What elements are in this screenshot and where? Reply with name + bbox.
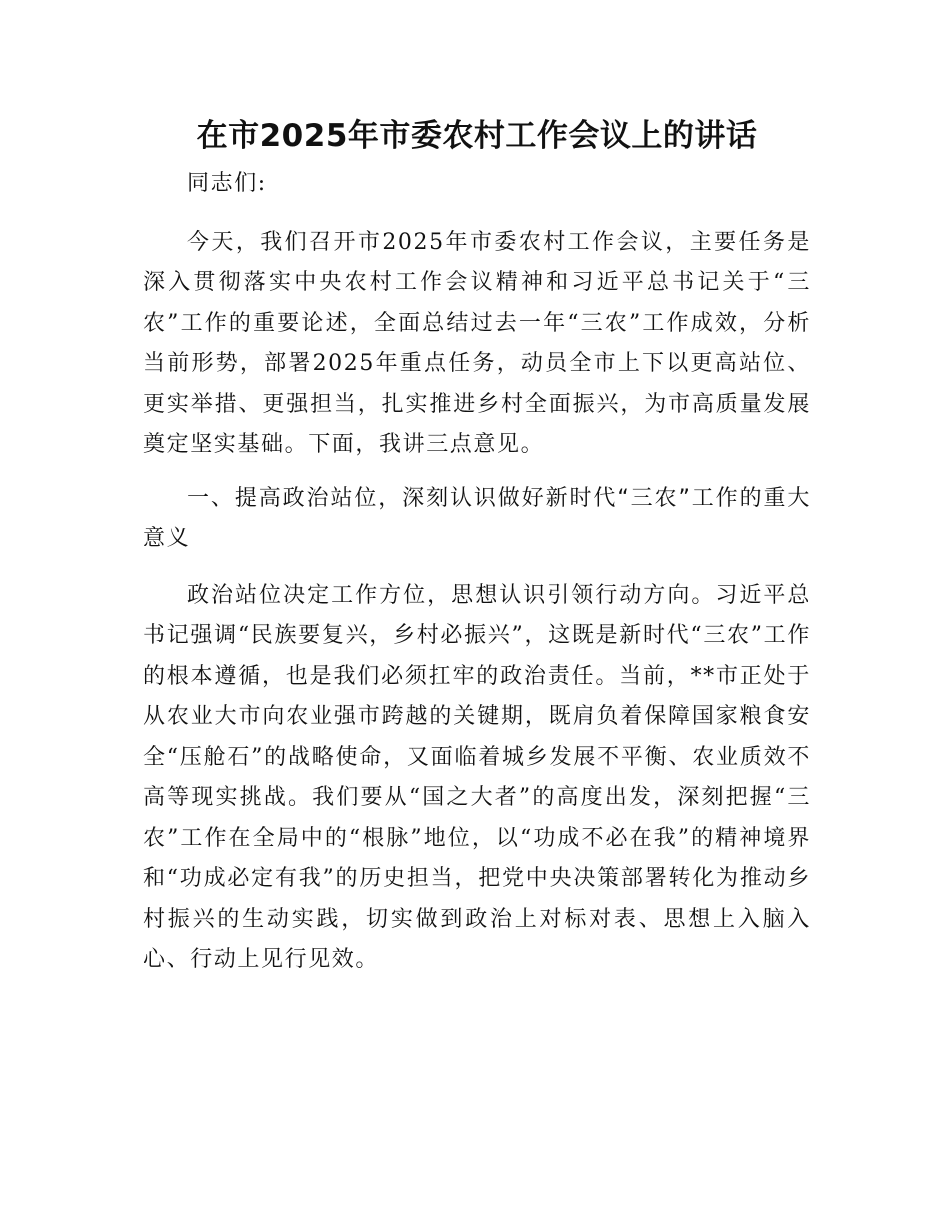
document-title: 在市2025年市委农村工作会议上的讲话 xyxy=(196,118,758,154)
paragraph-intro: 今天，我们召开市2025年市委农村工作会议，主要任务是深入贯彻落实中央农村工作会议精神和习近平总书记关于“三农”工作的重要论述，全面总结过去一年“三农”工作成效，分析当前形势，部署2025年重点任务，动员全市上下以更高站位、更实举措、更强担当，扎实推进乡村全面振兴，为市高质量发展奠定坚实基础。下面，我讲三点意见。 xyxy=(143,229,811,457)
document-body xyxy=(143,112,811,981)
section-heading-1: 一、提高政治站位，深刻认识做好新时代“三农”工作的重大意义 xyxy=(143,485,811,551)
paragraph-section-1: 政治站位决定工作方位，思想认识引领行动方向。习近平总书记强调“民族要复兴，乡村必振兴”，这既是新时代“三农”工作的根本遵循，也是我们必须扛牢的政治责任。当前，**市正处于从农业大市向农业强市跨越的关键期，既肩负着保障国家粮食安全“压舱石”的战略使命，又面临着城乡发展不平衡、农业质效不高等现实挑战。我们要从“国之大者”的高度出发，深刻把握“三农”工作在全局中的“根脉”地位，以“功成不必在我”的精神境界和“功成必定有我”的历史担当，把党中央决策部署转化为推动乡村振兴的生动实践，切实做到政治上对标对表、思想上入脑入心、行动上见行见效。 xyxy=(143,582,811,972)
greeting: 同志们: xyxy=(187,171,267,196)
